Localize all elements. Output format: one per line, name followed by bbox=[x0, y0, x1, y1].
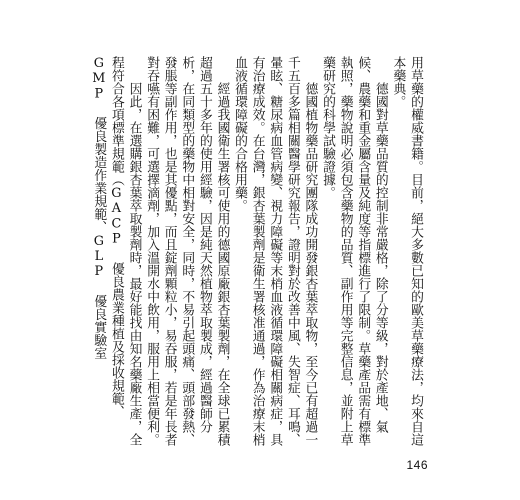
paragraph-ginkgo-usage: 經過我國衛生署核可使用的德國原廠銀杏葉製劑，在全球已累積超過五十多年的使用經驗，因是純天然植物萃取製成，經過醫師分析，在同類型的藥物中相對安全，同時，不易引起頭痛、頭部發熱、發脹等副作用，也是其優點，而且錠劑顆粒小，易吞服，若是年長者對吞嚥有困難，可選擇滴劑，加入溫開水中飲用，服用上相當便利。 bbox=[144, 56, 230, 446]
paragraph-quality-control: 德國對草藥品質的控制非常嚴格，除了分等級，對於產地、氣候、農藥和重金屬含量及純度等指標進行了限制。草藥產品需有標準執照，藥物說明必須包含藥物的品質、副作用等完整信息，並附上草藥研究的科學試驗證據。 bbox=[320, 56, 388, 446]
body-text bbox=[90, 56, 424, 456]
paragraph-purchase-advice: 因此，在選購銀杏葉萃取製劑時，最好能找由知名藥廠生產，全程符合各項標準規範（GACP 優良農業種植及採收規範、GMP 優良製造作業規範、GLP 優良實驗室 bbox=[91, 56, 142, 446]
paragraph-continuation: 用草藥的權威書籍。目前，絕大多數已知的歐美草藥療法，均來自這本藥典。 bbox=[390, 56, 423, 446]
page-number: 146 bbox=[406, 458, 428, 472]
paragraph-ginkgo-research: 德國植物藥品研究團隊成功開發銀杏葉萃取物，至今已有超過一千五百多篇相關醫學研究報告，證明對於改善中風、失智症、耳鳴、暈眩、糖尿病血管病變、視力障礙等末梢血液循環障礙相關病症，具有治療成效。在台灣，銀杏葉製劑是衛生署核准通過，作為治療末梢血液循環障礙的合格用藥。 bbox=[232, 56, 318, 446]
